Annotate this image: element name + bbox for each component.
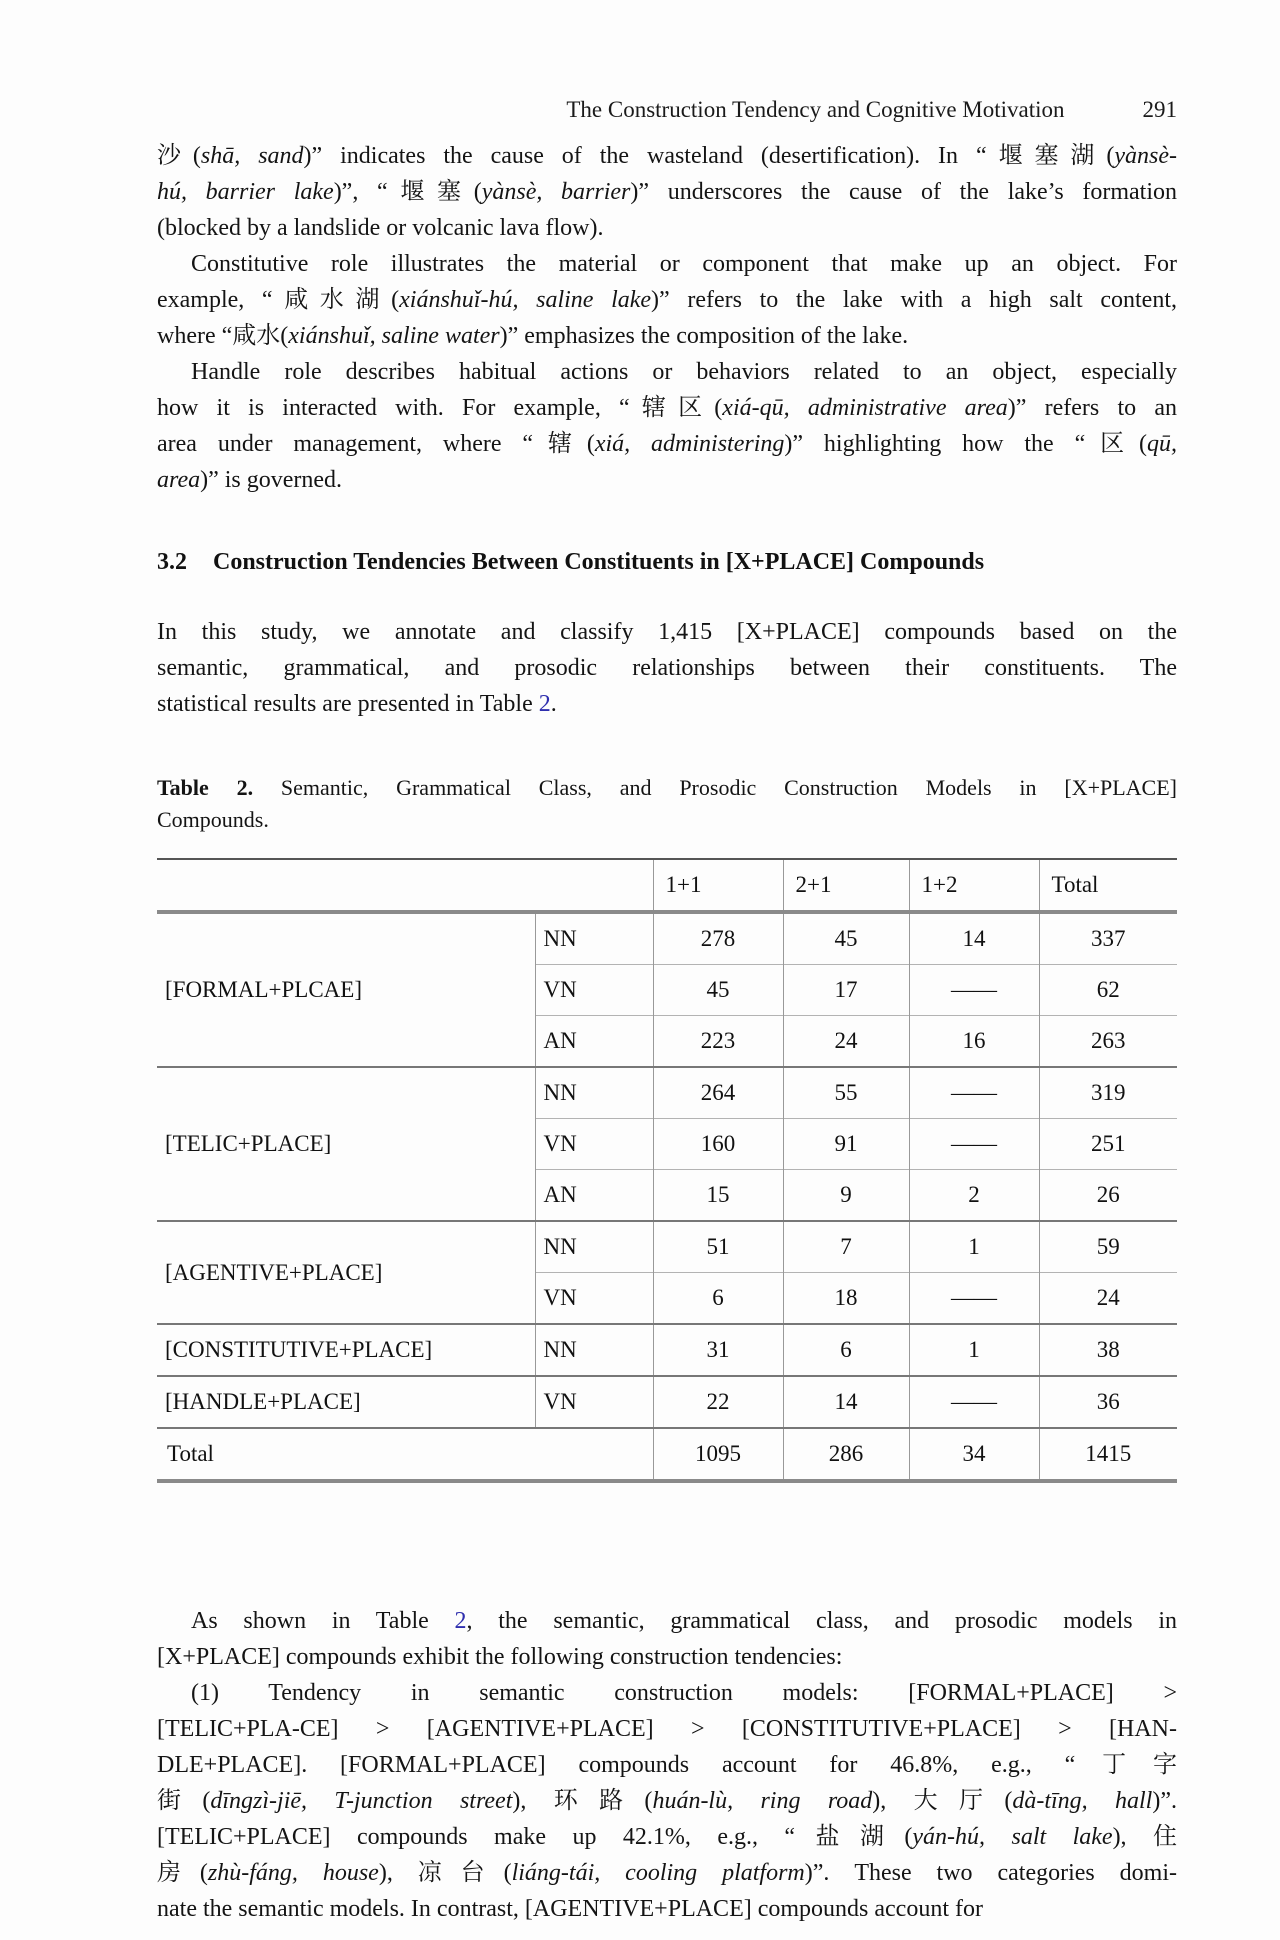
results-table [157,858,1177,1483]
value-cell: 18 [783,1273,909,1325]
value-cell: —— [909,1273,1039,1325]
value-cell: 36 [1039,1376,1177,1428]
value-cell: 31 [653,1324,783,1376]
value-cell: 24 [783,1016,909,1068]
text-line: Constitutive role illustrates the material or component that make up an object. For [191,251,1177,277]
empty-header-cell [157,859,653,912]
value-cell: —— [909,1119,1039,1170]
value-cell: 24 [1039,1273,1177,1325]
table-row [157,912,1177,965]
column-header-1plus2: 1+2 [909,859,1039,912]
category-cell: [HANDLE+PLACE] [157,1376,535,1428]
value-cell: 7 [783,1221,909,1273]
column-header-1plus1: 1+1 [653,859,783,912]
paragraph-study-intro [157,614,1177,722]
table-header-row [157,859,1177,912]
text-line: 沙(shā, sand)” indicates the cause of the wasteland (desertification). In “堰塞湖(yànsè- [157,143,1177,169]
text-line: (1) Tendency in semantic construction models: [FORMAL+PLACE] > [191,1680,1177,1706]
text-line: (blocked by a landslide or volcanic lava flow). [157,215,604,241]
gram-class-cell: AN [535,1016,653,1068]
value-cell: 45 [783,912,909,965]
text-line: Handle role describes habitual actions or behaviors related to an object, especially [191,359,1177,385]
text-line: hú, barrier lake)”, “堰塞(yànsè, barrier)” underscores the cause of the lake’s formation [157,179,1177,205]
category-cell: [CONSTITUTIVE+PLACE] [157,1324,535,1376]
value-cell: 286 [783,1428,909,1481]
gram-class-cell: VN [535,965,653,1016]
value-cell: 51 [653,1221,783,1273]
value-cell: 55 [783,1067,909,1119]
value-cell: 1 [909,1324,1039,1376]
text-line: statistical results are presented in Table 2. [157,691,557,717]
gram-class-cell: VN [535,1273,653,1325]
value-cell: 1 [909,1221,1039,1273]
text-line: 房(zhù-fáng, house), 凉台(liáng-tái, cooling platform)”. These two categories domi- [157,1860,1178,1886]
gram-class-cell: VN [535,1119,653,1170]
value-cell: 14 [909,912,1039,965]
paragraph-handle-role [157,354,1177,498]
category-cell: [TELIC+PLACE] [157,1067,535,1221]
gram-class-cell: NN [535,1221,653,1273]
value-cell: 160 [653,1119,783,1170]
value-cell: 38 [1039,1324,1177,1376]
table-row [157,1067,1177,1119]
text-line: [TELIC+PLA-CE] > [AGENTIVE+PLACE] > [CONSTITUTIVE+PLACE] > [HAN- [157,1716,1177,1742]
value-cell: 17 [783,965,909,1016]
value-cell: 14 [783,1376,909,1428]
text-line: [TELIC+PLACE] compounds make up 42.1%, e.g., “盐湖(yán-hú, salt lake), 住 [157,1824,1177,1850]
text-line: Compounds. [157,807,269,832]
table-ref-link[interactable]: 2 [454,1608,467,1634]
total-label-cell: Total [157,1428,653,1481]
text-line: Table 2. Semantic, Grammatical Class, and Prosodic Construction Models in [X+PLACE] [157,775,1177,800]
value-cell: 1415 [1039,1428,1177,1481]
value-cell: —— [909,1067,1039,1119]
paragraph-tendency-1 [157,1675,1177,1927]
value-cell: 264 [653,1067,783,1119]
value-cell: 15 [653,1170,783,1222]
category-cell: [AGENTIVE+PLACE] [157,1221,535,1324]
text-line: semantic, grammatical, and prosodic relationships between their constituents. The [157,655,1177,681]
value-cell: 91 [783,1119,909,1170]
text-line: 街(dīngzì-jiē, T-junction street), 环路(huán-lù, ring road), 大厅(dà-tīng, hall)”. [157,1788,1178,1814]
value-cell: 2 [909,1170,1039,1222]
value-cell: 45 [653,965,783,1016]
text-line: example, “咸水湖(xiánshuǐ-hú, saline lake)” refers to the lake with a high salt content, [157,287,1177,313]
value-cell: 6 [783,1324,909,1376]
value-cell: 26 [1039,1170,1177,1222]
page-content [157,0,1177,1927]
value-cell: —— [909,965,1039,1016]
paragraph-as-shown [157,1603,1177,1675]
page-number: 291 [1142,97,1177,122]
value-cell: 9 [783,1170,909,1222]
text-line: area)” is governed. [157,467,343,493]
value-cell: 319 [1039,1067,1177,1119]
text-line: [X+PLACE] compounds exhibit the following construction tendencies: [157,1644,843,1670]
gram-class-cell: VN [535,1376,653,1428]
value-cell: 337 [1039,912,1177,965]
gram-class-cell: NN [535,912,653,965]
table-ref-link[interactable]: 2 [538,691,551,717]
running-head-title: The Construction Tendency and Cognitive Motivation [566,97,1065,122]
gram-class-cell: NN [535,1324,653,1376]
table-caption [157,772,1177,836]
text-line: nate the semantic models. In contrast, [AGENTIVE+PLACE] compounds account for [157,1896,983,1922]
gram-class-cell: NN [535,1067,653,1119]
gram-class-cell: AN [535,1170,653,1222]
text-line: In this study, we annotate and classify 1,415 [X+PLACE] compounds based on the [157,619,1177,645]
section-title: Construction Tendencies Between Constituents in [X+PLACE] Compounds [213,549,985,575]
section-number: 3.2 [157,549,187,575]
category-cell: [FORMAL+PLCAE] [165,977,362,1002]
value-cell: 34 [909,1428,1039,1481]
value-cell: —— [909,1376,1039,1428]
value-cell: 223 [653,1016,783,1068]
text-line: DLE+PLACE]. [FORMAL+PLACE] compounds account for 46.8%, e.g., “丁字 [157,1752,1177,1778]
table-row [157,1376,1177,1428]
value-cell: 263 [1039,1016,1177,1068]
running-head [157,96,1177,124]
text-line: As shown in Table 2, the semantic, grammatical class, and prosodic models in [191,1608,1177,1634]
table-total-row [157,1428,1177,1481]
value-cell: 278 [653,912,783,965]
paragraph-constitutive-role [157,246,1177,354]
section-heading [157,544,1177,580]
table-row [157,1221,1177,1273]
value-cell: 62 [1039,965,1177,1016]
paragraph-qualia-formal [157,138,1177,246]
text-line: how it is interacted with. For example, “辖区(xiá-qū, administrative area)” refers to an [157,395,1177,421]
value-cell: 1095 [653,1428,783,1481]
table-row [157,1324,1177,1376]
text-line: area under management, where “辖(xiá, administering)” highlighting how the “区(qū, [157,431,1177,457]
column-header-total: Total [1039,859,1177,912]
value-cell: 59 [1039,1221,1177,1273]
value-cell: 16 [909,1016,1039,1068]
column-header-2plus1: 2+1 [783,859,909,912]
text-line: where “咸水(xiánshuǐ, saline water)” emphasizes the composition of the lake. [157,323,909,349]
value-cell: 22 [653,1376,783,1428]
value-cell: 251 [1039,1119,1177,1170]
value-cell: 6 [653,1273,783,1325]
